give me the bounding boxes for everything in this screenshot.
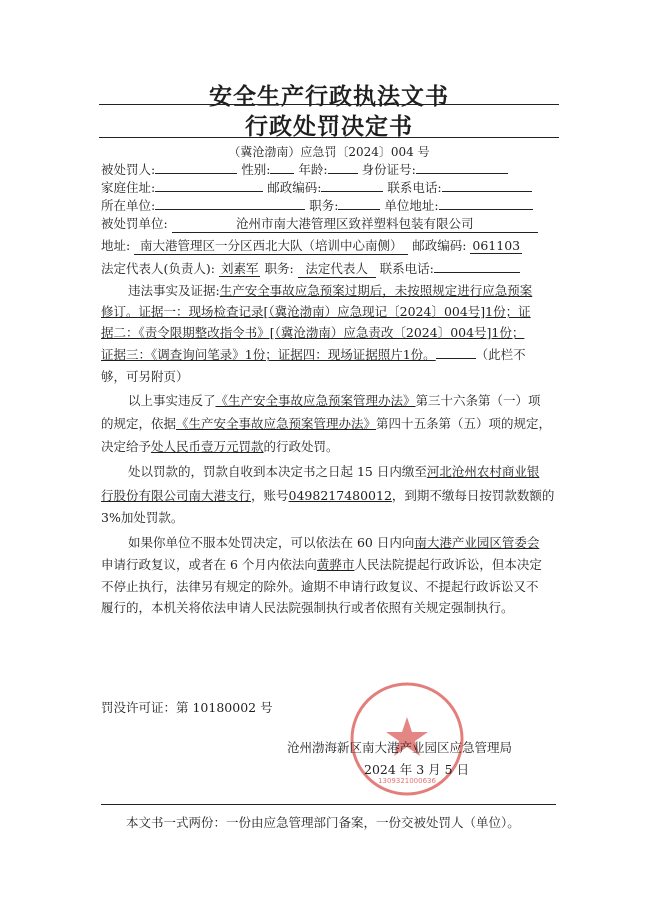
appeal-text-1a: 如果你单位不服本处罚决定，可以依法在 60 日内向	[128, 535, 415, 550]
home-blank	[155, 179, 263, 192]
unit-postcode-label: 邮政编码:	[412, 238, 467, 253]
payment-bank-2: 行股份有限公司南大港支行	[101, 488, 252, 503]
appeal-org: 南大港产业园区管委会	[414, 535, 540, 550]
unit-postcode-value: 061103	[472, 238, 521, 253]
representative-row	[101, 259, 520, 278]
payment-text-2b: ，到期不缴每日按罚款数额的	[391, 488, 555, 503]
payment-line-2	[101, 486, 554, 504]
issue-date: 2024 年 3 月 5 日	[364, 762, 470, 777]
facts-line-2: 修订。证据一：现场检查记录[（冀沧渤南）应急现记〔2024〕004号]1份；证	[101, 304, 531, 319]
home-label: 家庭住址:	[101, 180, 156, 195]
gender-blank	[270, 161, 294, 174]
home-row	[101, 178, 532, 196]
facts-line-5: 够，可另附页）	[101, 369, 189, 384]
decision-text-3b: 的行政处罚。	[263, 439, 339, 454]
postcode-label: 邮政编码:	[267, 180, 322, 195]
duty-label: 职务:	[309, 198, 339, 213]
rep-duty: 法定代表人	[298, 259, 376, 278]
decision-law-2: 《生产安全事故应急预案管理办法》	[176, 416, 377, 431]
appeal-line-1	[128, 533, 539, 551]
facts-text-1: 生产安全事故应急预案过期后，未按照规定进行应急预案	[219, 283, 533, 298]
decision-line-1	[128, 391, 541, 409]
rep-label: 法定代表人(负责人):	[101, 261, 215, 276]
facts-text-4: 证据三：《调查询问笔录》1份；证据四：现场证据照片1份。	[101, 347, 436, 362]
id-label: 身份证号:	[361, 162, 416, 177]
footer-rule	[101, 804, 556, 805]
payment-bank-1: 河北沧州农村商业银	[426, 464, 540, 479]
id-blank	[416, 161, 508, 174]
unit-addr-label: 单位地址:	[384, 198, 439, 213]
payment-line-3: 3%加处罚款。	[101, 510, 184, 525]
rep-phone-label: 联系电话:	[379, 261, 434, 276]
address-label: 地址:	[101, 238, 131, 253]
decision-penalty: 处人民币壹万元罚款	[151, 439, 264, 454]
seal-serial: 1309321000636	[378, 777, 436, 785]
phone-label: 联系电话:	[387, 180, 442, 195]
facts-lead: 违法事实及证据:	[128, 283, 220, 298]
decision-line-3	[101, 437, 339, 455]
penalized-unit-label: 被处罚单位:	[101, 216, 168, 231]
appeal-text-2b: 人民法院提起行政诉讼，但本决定	[354, 557, 542, 572]
address-value: 南大港管理区一分区西北大队（培训中心南侧）	[134, 236, 408, 255]
facts-line-1	[128, 281, 532, 299]
person-blank	[155, 161, 237, 174]
decision-text-1a: 以上事实违反了	[128, 393, 216, 408]
gender-label: 性别:	[241, 162, 271, 177]
document-title: 安全生产行政执法文书	[209, 83, 449, 110]
facts-line-3: 据二：《责令限期整改指令书》[（冀沧渤南）应急责改〔2024〕004号]1份；	[101, 325, 525, 340]
age-label: 年龄:	[298, 162, 328, 177]
person-row	[101, 160, 508, 178]
facts-line-4	[101, 345, 526, 363]
appeal-text-2a: 申请行政复议，或者在 6 个月内依法向	[101, 557, 317, 572]
unit-row	[101, 196, 533, 214]
payment-text-1a: 处以罚款的，罚款自收到本决定书之日起 15 日内缴至	[128, 464, 427, 479]
appeal-line-3: 不停止执行，法律另有规定的除外。逾期不申请行政复议、不提起行政诉讼又不	[101, 579, 539, 594]
unit-addr-blank	[439, 197, 533, 210]
facts-blank	[436, 346, 476, 359]
address-row	[101, 236, 522, 255]
unit-blank	[155, 197, 305, 210]
decision-text-3a: 决定给予	[101, 439, 152, 454]
payment-text-2a: ，账号	[251, 488, 289, 503]
document-number: （冀沧渤南）应急罚〔2024〕004 号	[228, 145, 430, 159]
payment-account: 0498217480012	[288, 488, 392, 503]
rep-duty-label: 职务:	[264, 261, 294, 276]
payment-line-1	[128, 462, 539, 480]
appeal-court: 黄骅市	[316, 557, 355, 572]
document-subtitle: 行政处罚决定书	[245, 113, 413, 140]
facts-tail: （此栏不	[475, 347, 526, 362]
decision-text-1b: 第三十六条第（一）项	[415, 393, 541, 408]
penalized-unit-name: 沧州市南大港管理区致祥塑料包装有限公司	[172, 214, 538, 233]
appeal-line-4: 履行的，本机关将依法申请人民法院强制执行或者依照有关规定强制执行。	[101, 600, 514, 615]
decision-line-2	[101, 414, 551, 432]
person-label: 被处罚人:	[101, 162, 156, 177]
issuing-authority: 沧州渤海新区南大港产业园区应急管理局	[287, 740, 513, 755]
rep-name: 刘素军	[220, 261, 259, 276]
decision-law-1: 《生产安全事故应急预案管理办法》	[215, 393, 416, 408]
duty-blank	[338, 197, 380, 210]
copies-note: 本文书一式两份：一份由应急管理部门备案，一份交被处罚人（单位）。	[126, 815, 520, 830]
decision-text-2a: 的规定，依据	[101, 416, 177, 431]
license-number: 罚没许可证：第 10180002 号	[101, 700, 273, 715]
unit-label: 所在单位:	[101, 198, 156, 213]
title-rule-top	[99, 104, 559, 105]
appeal-line-2	[101, 555, 542, 573]
rep-phone-blank	[434, 260, 520, 273]
age-blank	[328, 161, 358, 174]
decision-text-2b: 第四十五条第（五）项的规定，	[376, 416, 552, 431]
penalized-unit-row	[101, 214, 538, 233]
phone-blank	[442, 179, 532, 192]
postcode-blank	[321, 179, 383, 192]
title-rule-bottom	[99, 137, 559, 138]
